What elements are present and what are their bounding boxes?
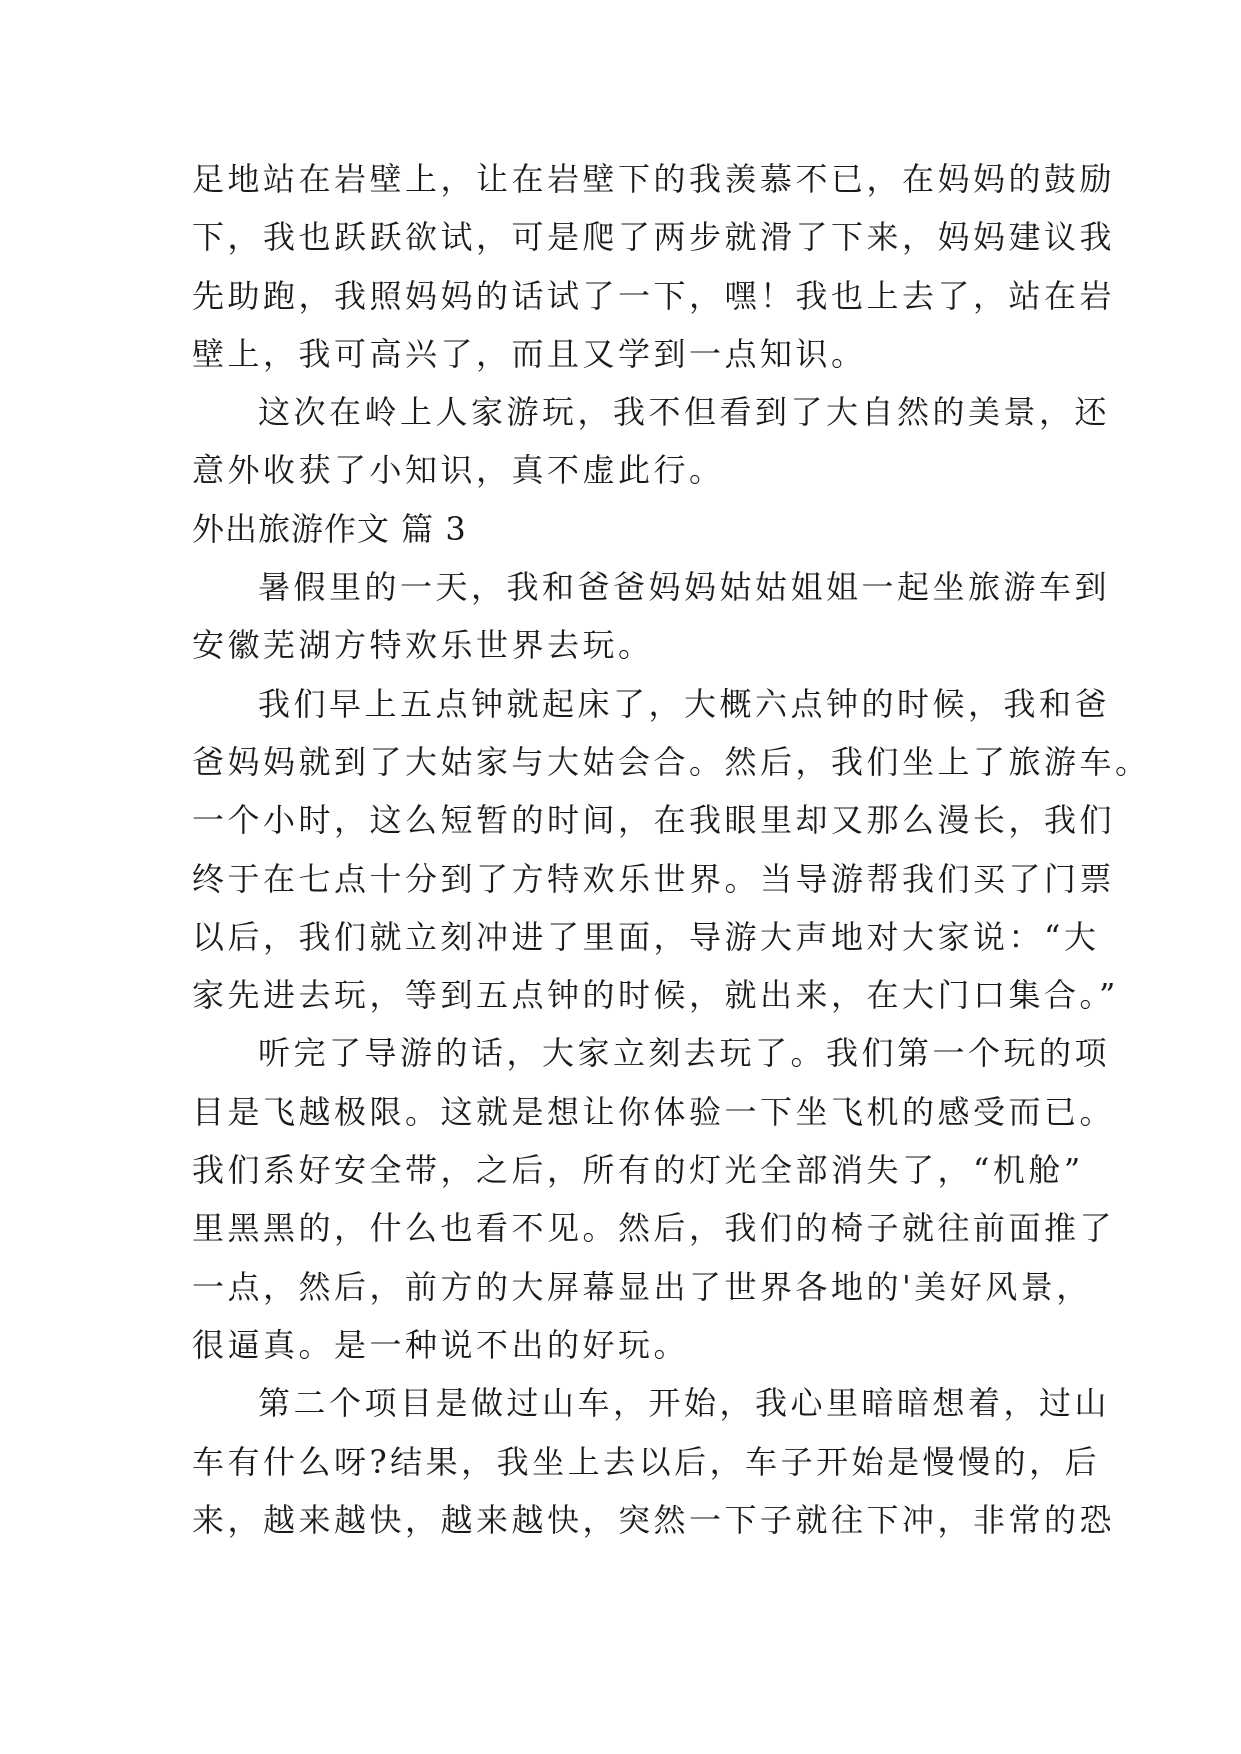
text-line: 爸妈妈就到了大姑家与大姑会合。然后，我们坐上了旅游车。 [192, 742, 1151, 781]
paragraph-start-line: 暑假里的一天，我和爸爸妈妈姑姑姐姐一起坐旅游车到 [258, 568, 1111, 607]
text-line: 我们系好安全带，之后，所有的灯光全部消失了，“机舱” [192, 1151, 1084, 1190]
section-heading: 外出旅游作文 篇 3 [192, 509, 467, 548]
paragraph-start-line: 听完了导游的话，大家立刻去玩了。我们第一个玩的项 [258, 1034, 1111, 1073]
text-line: 以后，我们就立刻冲进了里面，导游大声地对大家说：“大 [192, 917, 1100, 956]
text-line: 一点，然后，前方的大屏幕显出了世界各地的'美好风景， [192, 1267, 1092, 1306]
paragraph-start-line: 这次在岭上人家游玩，我不但看到了大自然的美景，还 [258, 393, 1111, 432]
text-line: 车有什么呀?结果，我坐上去以后，车子开始是慢慢的，后 [192, 1442, 1101, 1481]
text-line: 一个小时，这么短暂的时间，在我眼里却又那么漫长，我们 [192, 801, 1116, 840]
text-line: 目是飞越极限。这就是想让你体验一下坐飞机的感受而已。 [192, 1092, 1116, 1131]
text-line: 足地站在岩壁上，让在岩壁下的我羡慕不已，在妈妈的鼓励 [192, 160, 1116, 198]
text-line: 终于在七点十分到了方特欢乐世界。当导游帮我们买了门票 [192, 859, 1116, 898]
text-line: 来，越来越快，越来越快，突然一下子就往下冲，非常的恐 [192, 1500, 1116, 1539]
text-line: 下，我也跃跃欲试，可是爬了两步就滑了下来，妈妈建议我 [192, 218, 1116, 257]
text-line: 里黑黑的，什么也看不见。然后，我们的椅子就往前面推了 [192, 1209, 1116, 1248]
paragraph-start-line: 第二个项目是做过山车，开始，我心里暗暗想着，过山 [258, 1384, 1111, 1423]
text-line: 安徽芜湖方特欢乐世界去玩。 [192, 626, 654, 665]
document-body [192, 150, 1151, 1549]
text-line: 先助跑，我照妈妈的话试了一下，嘿！我也上去了，站在岩 [192, 276, 1116, 315]
text-line: 家先进去玩，等到五点钟的时候，就出来，在大门口集合。” [192, 976, 1119, 1015]
text-line: 意外收获了小知识，真不虚此行。 [192, 451, 725, 490]
paragraph-start-line: 我们早上五点钟就起床了，大概六点钟的时候，我和爸 [258, 684, 1111, 723]
text-line: 很逼真。是一种说不出的好玩。 [192, 1325, 690, 1364]
text-line: 壁上，我可高兴了，而且又学到一点知识。 [192, 334, 867, 373]
